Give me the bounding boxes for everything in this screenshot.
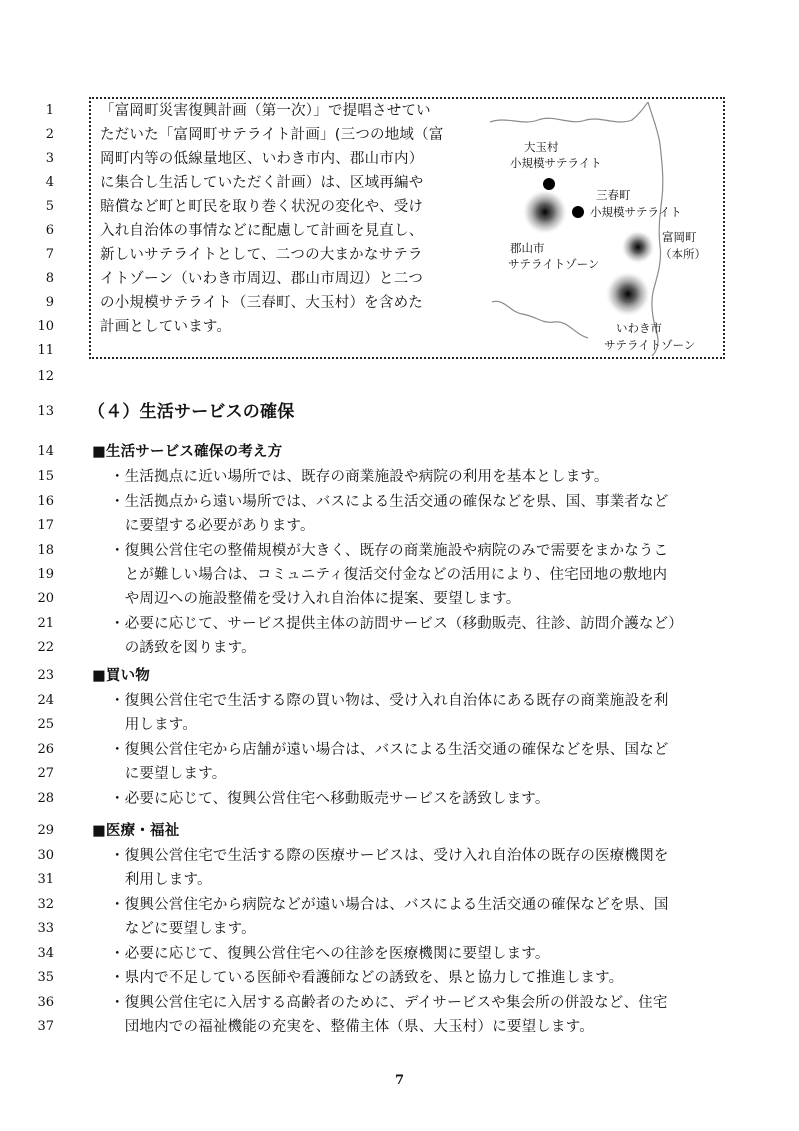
block-heading: ■医療・福祉 [92,823,180,839]
miharu-marker [572,206,584,218]
line-number: 2 [45,127,54,142]
block-line: ・復興公営住宅から病院などが遠い場合は、バスによる生活交通の確保などを県、国 [110,897,669,913]
line-number: 1 [45,103,54,118]
line-number: 29 [37,823,54,838]
line-number: 31 [37,872,54,887]
line-number: 15 [37,469,54,484]
line-number: 5 [45,199,54,214]
line-number: 10 [37,319,54,334]
line-number: 34 [37,946,54,961]
line-number: 37 [37,1019,54,1034]
line-number: 23 [37,668,54,683]
line-number: 25 [37,717,54,732]
block-line: などに要望します。 [110,921,256,937]
line-number: 30 [37,848,54,863]
iwaki-sublabel: サテライトゾーン [604,338,696,352]
line-number: 21 [37,616,54,631]
iwaki-label: いわき市 [616,321,662,335]
block-line: ・復興公営住宅に入居する高齢者のために、デイサービスや集会所の併設など、住宅 [110,995,668,1011]
line-number: 3 [45,151,54,166]
line-number: 6 [45,223,54,238]
line-number: 14 [37,444,54,459]
tomioka-marker [621,230,655,264]
block-line: ・復興公営住宅から店舗が遠い場合は、バスによる生活交通の確保などを県、国など [110,742,669,758]
otama-marker [543,178,555,190]
line-number: 24 [37,693,54,708]
line-number: 17 [37,518,54,533]
line-number: 12 [37,369,54,384]
box-line: 賠償など町と町民を取り巻く状況の変化や、受け [100,199,424,215]
line-number: 4 [45,175,54,190]
page-number: 7 [394,1073,405,1088]
line-number: 33 [37,921,54,936]
block-line: ・必要に応じて、復興公営住宅へ移動販売サービスを誘致します。 [110,791,550,807]
box-line: 計画としています。 [100,319,232,335]
block-line: の誘致を図ります。 [110,640,256,656]
box-line: に集合し生活していただく計画）は、区域再編や [100,175,424,191]
box-line: ただいた「富岡町サテライト計画」(三つの地域（富 [100,127,444,143]
block-line: ・必要に応じて、サービス提供主体の訪問サービス（移動販売、往診、訪問介護など） [110,616,684,632]
box-line: の小規模サテライト（三春町、大玉村）を含めた [100,295,423,311]
block-line: 用します。 [110,717,198,733]
line-number: 19 [37,567,54,582]
line-number: 28 [37,791,54,806]
otama-sublabel: 小規模サテライト [510,156,602,170]
box-line: 新しいサテライトとして、二つの大まかなサテラ [100,247,423,263]
box-line: 入れ自治体の事情などに配慮して計画を見直し、 [100,223,424,239]
line-number: 11 [37,343,54,358]
block-line: に要望します。 [110,766,227,782]
otama-label: 大玉村 [524,140,559,154]
line-number: 8 [45,271,54,286]
block-line: ・生活拠点から遠い場所では、バスによる生活交通の確保などを県、国、事業者など [110,494,669,510]
tomioka-sublabel: （本所） [660,247,706,261]
line-number: 22 [37,640,54,655]
box-line: 「富岡町災害復興計画（第一次）」で提唱させてい [100,103,431,119]
block-heading: ■生活サービス確保の考え方 [92,444,283,460]
koriyama-zone-marker [522,189,568,235]
line-number: 16 [37,494,54,509]
block-line: ・復興公営住宅で生活する際の医療サービスは、受け入れ自治体の既存の医療機関を [110,848,669,864]
line-number: 35 [37,970,54,985]
satellite-map [482,102,722,356]
line-number: 9 [45,295,54,310]
map-graphic [482,102,722,356]
line-number: 13 [37,404,54,419]
block-line: に要望する必要があります。 [110,518,315,534]
line-number: 26 [37,742,54,757]
line-number: 32 [37,897,54,912]
box-line: イトゾーン（いわき市周辺、郡山市周辺）と二つ [100,271,424,287]
tomioka-label: 富岡町 [662,230,697,244]
block-line: 利用します。 [110,872,212,888]
miharu-sublabel: 小規模サテライト [590,205,682,219]
iwaki-zone-marker [605,271,651,317]
block-line: ・必要に応じて、復興公営住宅への往診を医療機関に要望します。 [110,946,550,962]
box-line: 岡町内等の低線量地区、いわき市内、郡山市内） [100,151,424,167]
block-line: 団地内での福祉機能の充実を、整備主体（県、大玉村）に要望します。 [110,1019,594,1035]
line-number: 27 [37,766,54,781]
miharu-label: 三春町 [596,188,631,202]
block-line: ・県内で不足している医師や看護師などの誘致を、県と協力して推進します。 [110,970,624,986]
koriyama-label: 郡山市 [510,241,545,255]
block-heading: ■買い物 [92,668,150,684]
line-number: 36 [37,995,54,1010]
koriyama-sublabel: サテライトゾーン [508,257,600,271]
block-line: とが難しい場合は、コミュニティ復活交付金などの活用により、住宅団地の敷地内 [110,567,668,583]
block-line: ・生活拠点に近い場所では、既存の商業施設や病院の利用を基本とします。 [110,469,609,485]
section-title: （４）生活サービスの確保 [88,402,295,422]
block-line: や周辺への施設整備を受け入れ自治体に提案、要望します。 [110,591,521,607]
line-number: 20 [37,591,54,606]
line-number: 18 [37,543,54,558]
block-line: ・復興公営住宅で生活する際の買い物は、受け入れ自治体にある既存の商業施設を利 [110,693,669,709]
prefecture-outline [490,102,663,356]
block-line: ・復興公営住宅の整備規模が大きく、既存の商業施設や病院のみで需要をまかなうこ [110,543,669,559]
line-number: 7 [45,247,54,262]
